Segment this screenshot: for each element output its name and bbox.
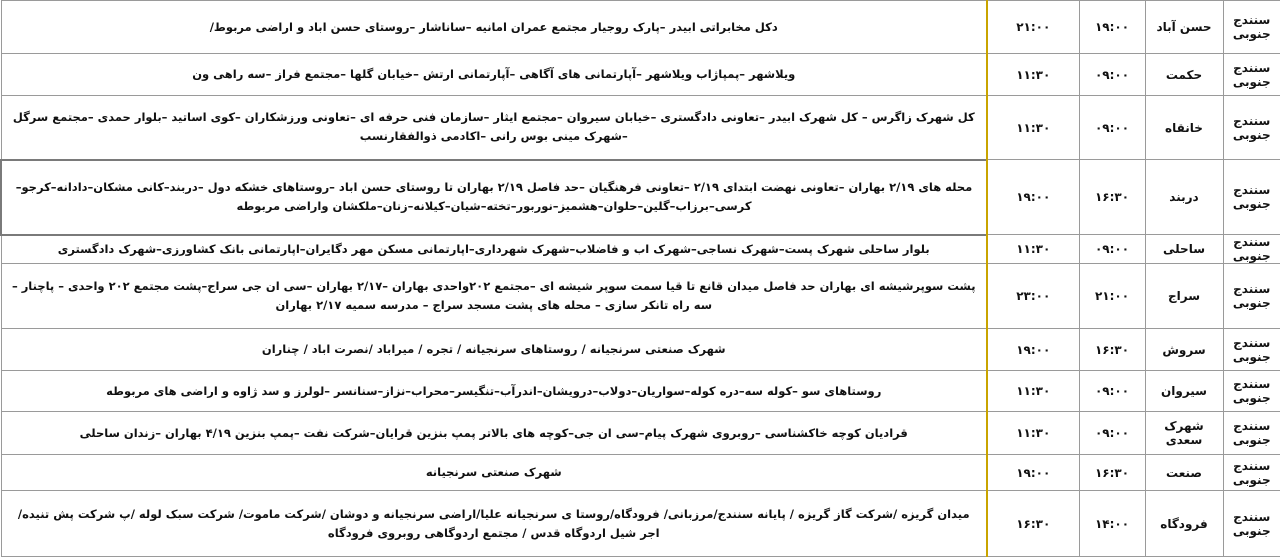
region-cell: سنندج جنوبی [1223,160,1280,235]
affected-areas-cell: ویلاشهر –پمپاژاب ویلاشهر –آپارتمانی های آگاهی –آپارتمانی ارتش –خیابان گلها –مجتمع فراز –سه راهی ون [1,54,987,96]
affected-areas-cell: بلوار ساحلی شهرک پست–شهرک نساجی–شهرک اب و فاضلاب–شهرک شهرداری–اپارتمانی مسکن مهر دگایران–اپارتمانی بانک کشاورزی–شهرک دادگستری [1,235,987,264]
start-time-cell: ۰۹:۰۰ [1079,235,1145,264]
affected-areas-cell: محله های ۲/۱۹ بهاران –تعاونی نهضت ابتدای ۲/۱۹ –تعاونی فرهنگیان –حد فاصل ۲/۱۹ بهاران تا روستای حسن اباد –روستاهای خشکه دول –دربند–کانی مشکان–دادانه–کرجو–کرسی–برزاب–گلین–حلوان–هشمیز–نوربور–تخته–شیان–کیلانه–زنان–ملکشان واراضی مربوطه [1,160,987,235]
affected-areas-cell: شهرک صنعتی سرنجیانه [1,455,987,491]
start-time-cell: ۰۹:۰۰ [1079,412,1145,455]
area-cell: دربند [1145,160,1223,235]
area-cell: سروش [1145,329,1223,371]
region-cell: سنندج جنوبی [1223,371,1280,412]
region-cell: سنندج جنوبی [1223,412,1280,455]
start-time-cell: ۱۶:۳۰ [1079,455,1145,491]
table-row [1,455,1280,491]
end-time-cell: ۱۹:۰۰ [987,160,1079,235]
start-time-cell: ۰۹:۰۰ [1079,54,1145,96]
affected-areas-cell: قرادیان کوچه خاکشناسی –روبروی شهرک پیام–سی ان جی–کوچه های بالاتر پمپ بنزین قرایان–شرکت نفت –پمپ بنزین ۴/۱۹ بهاران –زندان ساحلی [1,412,987,455]
end-time-cell: ۱۶:۳۰ [987,491,1079,557]
region-cell: سنندج جنوبی [1223,455,1280,491]
affected-areas-cell: دکل مخابراتی ابیدر –پارک روجیار مجتمع عمران امانیه –ساناشار –روستای حسن اباد و اراضی مربوط/ [1,1,987,54]
table-row [1,235,1280,264]
start-time-cell: ۱۹:۰۰ [1079,1,1145,54]
area-cell: سراج [1145,264,1223,329]
affected-areas-cell: روستاهای سو –کوله سه–دره کوله–سواریان–دولاب–درویشان–اندرآب–تنگیسر–محراب–نزاز–سنانسر –لولرز و سد ژاوه و اراضی های مربوطه [1,371,987,412]
table-row [1,160,1280,235]
region-cell: سنندج جنوبی [1223,96,1280,160]
start-time-cell: ۰۹:۰۰ [1079,96,1145,160]
area-cell: خانقاه [1145,96,1223,160]
region-cell: سنندج جنوبی [1223,54,1280,96]
end-time-cell: ۱۱:۳۰ [987,235,1079,264]
end-time-cell: ۱۹:۰۰ [987,329,1079,371]
area-cell: سیروان [1145,371,1223,412]
start-time-cell: ۰۹:۰۰ [1079,371,1145,412]
region-cell: سنندج جنوبی [1223,491,1280,557]
table-row [1,412,1280,455]
area-cell: حکمت [1145,54,1223,96]
affected-areas-cell: پشت سوپرشیشه ای بهاران حد فاصل میدان قانع تا قیا سمت سوپر شیشه ای –مجتمع ۲۰۲واحدی بهاران –۲/۱۷ بهاران –سی ان جی سراج–پشت مجتمع ۲۰۲ واحدی – پاچنار – سه راه تانکر سازی – محله های پشت مسجد سراج – مدرسه سمیه ۲/۱۷ بهاران [1,264,987,329]
end-time-cell: ۱۹:۰۰ [987,455,1079,491]
table-row [1,329,1280,371]
table-row [1,1,1280,54]
table-row [1,371,1280,412]
end-time-cell: ۱۱:۳۰ [987,54,1079,96]
area-cell: صنعت [1145,455,1223,491]
affected-areas-cell: شهرک صنعتی سرنجیانه / روستاهای سرنجیانه / تجره / میراباد /نصرت اباد / چناران [1,329,987,371]
affected-areas-cell: کل شهرک زاگرس – کل شهرک ابیدر –تعاونی دادگستری –خیابان سیروان –مجتمع ایثار –سازمان فنی حرفه ای –تعاونی ورزشکاران –کوی اساتید –بلوار حمدی –مجتمع سرگل –شهرک مینی بوس رانی –اکادمی ذوالفقارنسب [1,96,987,160]
affected-areas-cell: میدان گریزه /شرکت گاز گریزه / پایانه سنندج/مرزبانی/ فرودگاه/روستا ی سرنجیانه علیا/اراضی سرنجیانه و دوشان /شرکت ماموت/ شرکت سبک لوله /پ شرکت پش تنیده/اجر شیل اردوگاه قدس / مجتمع اردوگاهی روبروی فرودگاه [1,491,987,557]
end-time-cell: ۱۱:۳۰ [987,96,1079,160]
start-time-cell: ۱۶:۳۰ [1079,329,1145,371]
region-cell: سنندج جنوبی [1223,329,1280,371]
start-time-cell: ۲۱:۰۰ [1079,264,1145,329]
region-cell: سنندج جنوبی [1223,264,1280,329]
end-time-cell: ۱۱:۳۰ [987,371,1079,412]
end-time-cell: ۲۱:۰۰ [987,1,1079,54]
table-row [1,264,1280,329]
table-row [1,491,1280,557]
region-cell: سنندج جنوبی [1223,235,1280,264]
area-cell: فرودگاه [1145,491,1223,557]
table-row [1,96,1280,160]
area-cell: شهرک سعدی [1145,412,1223,455]
table-row [1,54,1280,96]
start-time-cell: ۱۶:۳۰ [1079,160,1145,235]
area-cell: ساحلی [1145,235,1223,264]
region-cell: سنندج جنوبی [1223,1,1280,54]
end-time-cell: ۲۳:۰۰ [987,264,1079,329]
end-time-cell: ۱۱:۳۰ [987,412,1079,455]
area-cell: حسن آباد [1145,1,1223,54]
start-time-cell: ۱۴:۰۰ [1079,491,1145,557]
